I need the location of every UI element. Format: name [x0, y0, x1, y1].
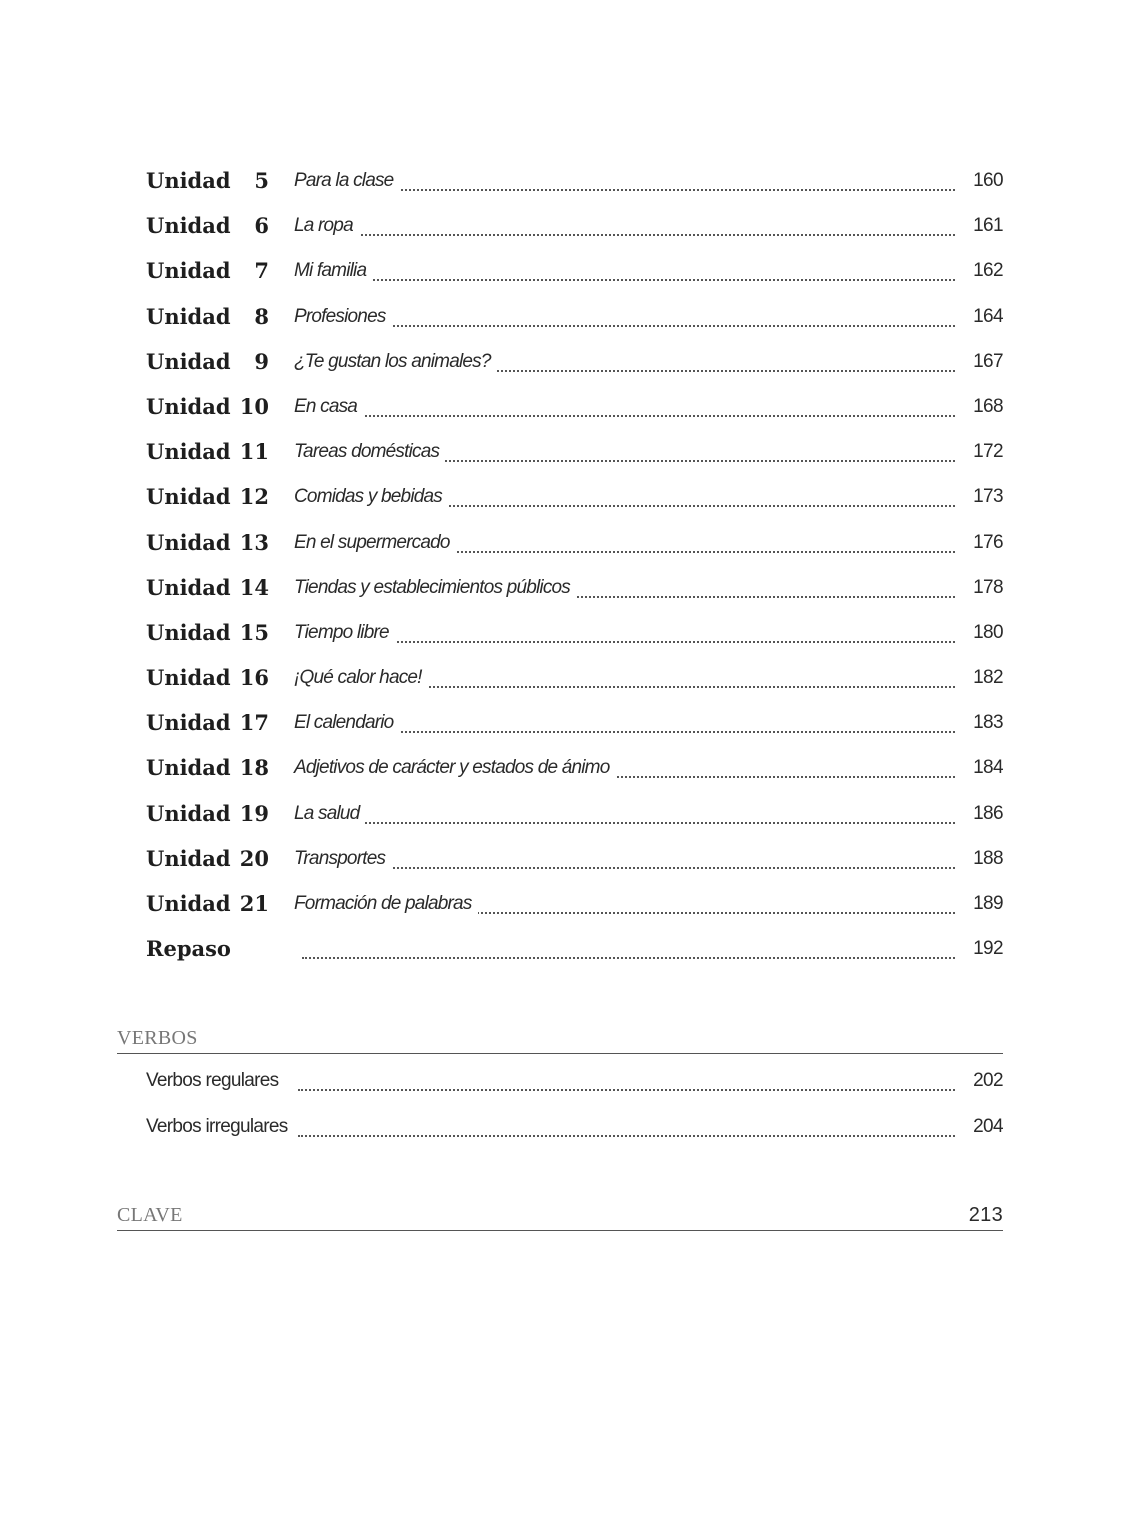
unit-label: Unidad	[146, 574, 231, 600]
unit-number: 8	[254, 303, 269, 329]
unit-number: 7	[254, 258, 269, 284]
dot-leader	[298, 1135, 955, 1137]
dot-leader	[294, 279, 955, 281]
unit-label: Unidad	[146, 845, 231, 871]
toc-row[interactable]	[146, 568, 1003, 613]
dot-leader	[294, 822, 955, 824]
dot-leader	[298, 1089, 955, 1091]
repaso-label: Repaso	[146, 936, 231, 962]
unit-title: La ropa	[294, 215, 359, 237]
toc-row[interactable]	[146, 748, 1003, 793]
page-number: 167	[973, 350, 1003, 372]
page-number: 188	[973, 847, 1003, 869]
unit-title: El calendario	[294, 712, 399, 734]
unit-number: 9	[254, 348, 269, 374]
page-number: 202	[973, 1070, 1003, 1091]
page-number: 160	[973, 170, 1003, 191]
unit-number: 5	[254, 168, 269, 193]
unit-number: 18	[239, 755, 269, 781]
toc-row[interactable]	[146, 342, 1003, 387]
unit-label: Unidad	[146, 800, 231, 826]
toc-row[interactable]	[146, 387, 1003, 432]
unit-title: Transportes	[294, 848, 391, 870]
unit-label: Unidad	[146, 619, 231, 645]
unit-number: 16	[239, 665, 269, 691]
unit-title: Tiempo libre	[294, 622, 395, 644]
unit-title: ¡Qué calor hace!	[294, 667, 428, 689]
toc-row[interactable]	[146, 297, 1003, 342]
unit-number: 6	[254, 213, 269, 239]
page-number: 186	[973, 802, 1003, 824]
page-number: 204	[973, 1116, 1003, 1137]
page-number: 189	[973, 893, 1003, 914]
unit-title: Profesiones	[294, 306, 392, 328]
page-number: 178	[973, 576, 1003, 598]
unit-title: Comidas y bebidas	[294, 486, 448, 508]
unit-number: 15	[239, 619, 269, 645]
toc-row[interactable]	[146, 839, 1003, 884]
verbos-heading	[117, 1027, 1003, 1054]
toc-row[interactable]	[146, 613, 1003, 658]
unit-number: 13	[239, 529, 269, 555]
unit-label: Unidad	[146, 213, 231, 239]
page-number: 173	[973, 486, 1003, 508]
unit-label: Unidad	[146, 348, 231, 374]
unit-label: Unidad	[146, 168, 231, 193]
unit-number: 11	[239, 439, 269, 465]
dot-leader	[294, 867, 955, 869]
unit-number: 17	[239, 710, 269, 736]
toc-row[interactable]	[146, 1107, 1003, 1153]
unit-label: Unidad	[146, 755, 231, 781]
page-number: 213	[968, 1204, 1003, 1226]
toc-row-repaso[interactable]	[146, 929, 1003, 974]
dot-leader	[294, 415, 955, 417]
verb-title: Verbos irregulares	[146, 1116, 296, 1138]
unit-title: La salud	[294, 803, 365, 825]
unit-title: ¿Te gustan los animales?	[294, 351, 497, 373]
unit-label: Unidad	[146, 258, 231, 284]
toc-row[interactable]	[146, 658, 1003, 703]
toc-row[interactable]	[146, 432, 1003, 477]
unit-label: Unidad	[146, 665, 231, 691]
page-number: 180	[973, 621, 1003, 643]
unit-label: Unidad	[146, 529, 231, 555]
page-number: 176	[973, 531, 1003, 553]
page-number: 162	[973, 260, 1003, 282]
verbos-list	[146, 1061, 1003, 1153]
page-number: 161	[973, 215, 1003, 237]
page-number: 182	[973, 667, 1003, 689]
unit-label: Unidad	[146, 891, 231, 916]
toc-row[interactable]	[146, 794, 1003, 839]
unit-title: En casa	[294, 396, 363, 418]
unit-number: 12	[239, 484, 269, 510]
toc-row[interactable]	[146, 884, 1003, 929]
unit-label: Unidad	[146, 393, 231, 419]
unit-title: Mi familia	[294, 260, 372, 282]
unit-title: Tiendas y establecimientos públicos	[294, 577, 576, 599]
toc-row[interactable]	[146, 477, 1003, 522]
unit-label: Unidad	[146, 439, 231, 465]
unit-number: 21	[239, 891, 269, 916]
page-number: 184	[973, 757, 1003, 779]
dot-leader	[302, 957, 955, 959]
unit-title: Tareas domésticas	[294, 441, 445, 463]
dot-leader	[294, 234, 955, 236]
unit-title: Para la clase	[294, 170, 399, 192]
unit-label: Unidad	[146, 303, 231, 329]
page-number: 164	[973, 305, 1003, 327]
page-number: 192	[973, 938, 1003, 960]
unit-list	[146, 161, 1003, 974]
page-number: 168	[973, 395, 1003, 417]
toc-row[interactable]	[146, 703, 1003, 748]
unit-number: 10	[239, 393, 269, 419]
toc-row[interactable]	[146, 161, 1003, 206]
clave-heading-text: CLAVE	[117, 1204, 183, 1226]
unit-title: Formación de palabras	[294, 893, 478, 915]
clave-heading[interactable]	[117, 1204, 1003, 1231]
toc-row[interactable]	[146, 206, 1003, 251]
unit-title: Adjetivos de carácter y estados de ánimo	[294, 757, 615, 779]
unit-label: Unidad	[146, 484, 231, 510]
verb-title: Verbos regulares	[146, 1070, 286, 1092]
unit-number: 14	[239, 574, 269, 600]
unit-number: 20	[239, 845, 269, 871]
page-number: 172	[973, 441, 1003, 463]
verbos-heading-text: VERBOS	[117, 1027, 198, 1049]
unit-number: 19	[239, 800, 269, 826]
unit-title: En el supermercado	[294, 532, 456, 554]
unit-label: Unidad	[146, 710, 231, 736]
dot-leader	[294, 325, 955, 327]
toc-row[interactable]	[146, 251, 1003, 296]
toc-row[interactable]	[146, 1061, 1003, 1107]
toc-row[interactable]	[146, 523, 1003, 568]
page-number: 183	[973, 712, 1003, 734]
